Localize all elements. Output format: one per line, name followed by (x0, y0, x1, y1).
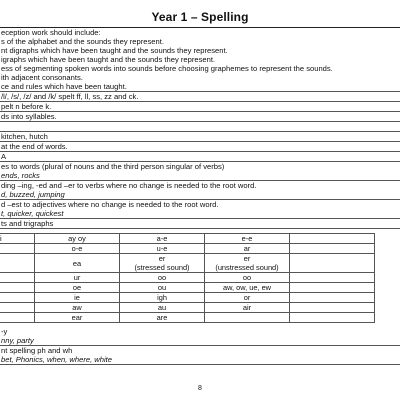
grapheme-cell: e-e (205, 234, 290, 244)
requirement-line: nt spelling ph and wh (1, 346, 73, 355)
grapheme-cell: au (120, 303, 205, 313)
grapheme-cell: u-e (120, 244, 205, 254)
grapheme-cell (0, 313, 35, 323)
grapheme-cell (0, 254, 35, 273)
grapheme-cell: er (unstressed sound) (205, 254, 290, 273)
grapheme-cell: or (205, 293, 290, 303)
grapheme-row (0, 234, 375, 244)
requirement-line: eception work should include: (1, 28, 101, 37)
grapheme-cell (290, 254, 375, 273)
requirement-line: d –est to adjectives where no change is needed to the root word. (1, 200, 219, 209)
grapheme-cell: ur (35, 273, 120, 283)
grapheme-cell: ie (35, 293, 120, 303)
requirement-line: ce and rules which have been taught. (1, 82, 127, 91)
grapheme-row (0, 254, 375, 273)
requirement-line: ds into syllables. (1, 112, 57, 121)
requirement-row (0, 219, 400, 229)
spelling-requirements-list (0, 28, 400, 229)
grapheme-cell (290, 234, 375, 244)
grapheme-cell (290, 244, 375, 254)
grapheme-cell (0, 283, 35, 293)
grapheme-cell: a-e (120, 234, 205, 244)
grapheme-cell (290, 303, 375, 313)
requirement-line (1, 122, 398, 131)
grapheme-cell: oo (205, 273, 290, 283)
requirement-row (0, 181, 400, 200)
grapheme-cell (290, 293, 375, 303)
grapheme-row (0, 244, 375, 254)
requirement-line: t, quicker, quickest (1, 209, 64, 218)
requirement-row (0, 92, 400, 102)
requirement-row (0, 162, 400, 181)
grapheme-cell (0, 273, 35, 283)
requirement-line: ith adjacent consonants. (1, 73, 83, 82)
grapheme-cell: are (120, 313, 205, 323)
requirement-row (0, 152, 400, 162)
grapheme-cell (205, 313, 290, 323)
requirement-row (0, 28, 400, 92)
requirement-line: at the end of words. (1, 142, 68, 151)
grapheme-cell: oe (35, 283, 120, 293)
requirement-row (0, 102, 400, 112)
requirement-line: s of the alphabet and the sounds they represent. (1, 37, 164, 46)
requirement-line: ess of segmenting spoken words into sounds before choosing graphemes to represent the sounds. (1, 64, 333, 73)
grapheme-cell: o-e (35, 244, 120, 254)
grapheme-cell (290, 283, 375, 293)
grapheme-cell: ar (205, 244, 290, 254)
grapheme-table (0, 233, 375, 323)
grapheme-row (0, 273, 375, 283)
grapheme-cell: i (0, 234, 35, 244)
requirement-line: igraphs which have been taught and the sounds they represent. (1, 55, 216, 64)
requirement-row (0, 122, 400, 132)
requirement-row (0, 132, 400, 142)
page-title: Year 1 – Spelling (151, 10, 249, 24)
grapheme-cell (290, 273, 375, 283)
grapheme-row (0, 293, 375, 303)
requirement-line: nny, party (1, 336, 34, 345)
spelling-requirements-list-continued (0, 327, 400, 365)
grapheme-row (0, 303, 375, 313)
grapheme-cell: air (205, 303, 290, 313)
requirement-row (0, 346, 400, 365)
grapheme-cell: ea (35, 254, 120, 273)
requirement-row (0, 112, 400, 122)
requirement-line: ts and trigraphs (1, 219, 54, 228)
requirement-line: nt digraphs which have been taught and the sounds they represent. (1, 46, 228, 55)
requirement-line: ding –ing, -ed and –er to verbs where no change is needed to the root word. (1, 181, 257, 190)
grapheme-row (0, 283, 375, 293)
requirement-line: d, buzzed, jumping (1, 190, 65, 199)
grapheme-cell (0, 303, 35, 313)
grapheme-cell: ear (35, 313, 120, 323)
grapheme-cell: ay oy (35, 234, 120, 244)
requirement-line: ends, rocks (1, 171, 40, 180)
grapheme-cell: oo (120, 273, 205, 283)
grapheme-cell (290, 313, 375, 323)
requirement-row (0, 200, 400, 219)
requirement-line: pelt n before k. (1, 102, 52, 111)
grapheme-cell: aw, ow, ue, ew (205, 283, 290, 293)
requirement-line: bet, Phonics, when, where, white (1, 355, 113, 364)
requirement-line: kitchen, hutch (1, 132, 48, 141)
requirement-row (0, 142, 400, 152)
page-number: 8 (198, 385, 202, 392)
requirement-line: es to words (plural of nouns and the third person singular of verbs) (1, 162, 225, 171)
requirement-line: A (1, 152, 7, 161)
grapheme-cell: igh (120, 293, 205, 303)
grapheme-cell (0, 293, 35, 303)
grapheme-row (0, 313, 375, 323)
grapheme-cell: aw (35, 303, 120, 313)
requirement-line: -y (1, 327, 8, 336)
requirement-row (0, 327, 400, 346)
grapheme-cell (0, 244, 35, 254)
grapheme-cell: er (stressed sound) (120, 254, 205, 273)
requirement-line: /l/, /s/, /z/ and /k/ spelt ff, ll, ss, zz and ck. (1, 92, 139, 101)
grapheme-cell: ou (120, 283, 205, 293)
